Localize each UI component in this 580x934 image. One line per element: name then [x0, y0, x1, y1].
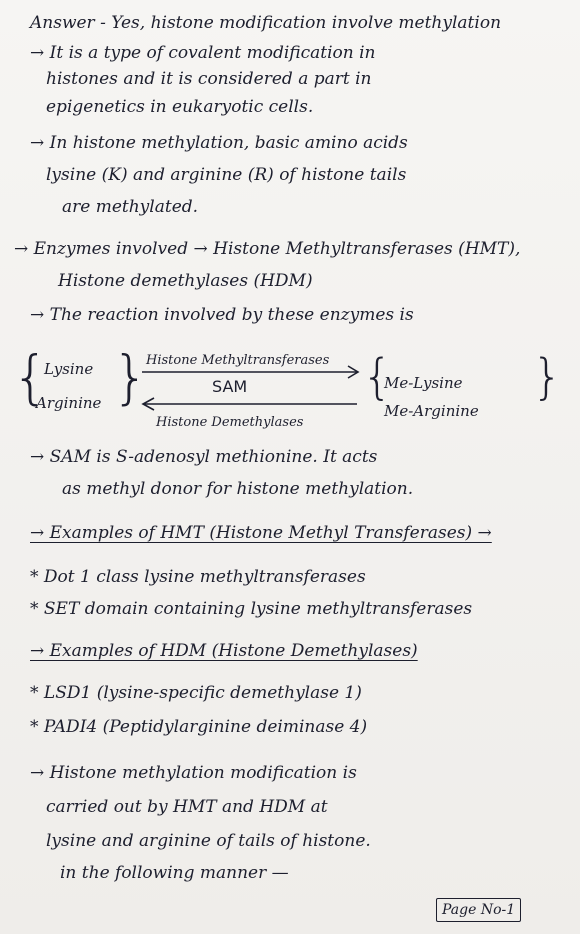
text-line: → It is a type of covalent modification in: [30, 43, 376, 63]
reverse-enzyme-label: Histone Demethylases: [156, 415, 304, 430]
list-item: * LSD1 (lysine-specific demethylase 1): [30, 683, 362, 703]
product-me-arginine: Me-Arginine: [384, 402, 479, 420]
text-line: → The reaction involved by these enzymes is: [30, 305, 414, 325]
left-brace-icon: {: [12, 343, 49, 411]
left-brace-icon: {: [362, 349, 393, 405]
text-line: as methyl donor for histone methylation.: [62, 479, 414, 499]
text-line: Answer - Yes, histone modification involve methylation: [30, 13, 502, 33]
page-number-badge: Page No-1: [436, 898, 521, 922]
text-line: → In histone methylation, basic amino acids: [30, 133, 408, 153]
reactant-lysine: Lysine: [44, 360, 94, 378]
list-item: * Dot 1 class lysine methyltransferases: [30, 567, 366, 587]
text-line: are methylated.: [62, 197, 199, 217]
text-line: → SAM is S-adenosyl methionine. It acts: [30, 447, 378, 467]
list-item: * PADI4 (Peptidylarginine deiminase 4): [30, 717, 368, 737]
list-item: * SET domain containing lysine methyltransferases: [30, 599, 473, 619]
cofactor-label: SAM: [212, 377, 248, 396]
text-line: → Histone methylation modification is: [30, 763, 357, 783]
hdm-examples-heading: → Examples of HDM (Histone Demethylases): [30, 641, 418, 661]
enzymes-line: → Enzymes involved → Histone Methyltransferases (HMT),: [14, 239, 521, 259]
text-line: lysine (K) and arginine (R) of histone tails: [46, 165, 407, 185]
text-line: carried out by HMT and HDM at: [46, 797, 328, 817]
text-line: histones and it is considered a part in: [46, 69, 372, 89]
product-me-lysine: Me-Lysine: [384, 374, 463, 392]
text-line: Histone demethylases (HDM): [58, 271, 313, 291]
hmt-examples-heading: → Examples of HMT (Histone Methyl Transferases) →: [30, 523, 492, 543]
reaction-arrows-icon: [132, 360, 372, 420]
text-line: lysine and arginine of tails of histone.: [46, 831, 371, 851]
answer-line: [30, 12, 501, 34]
text-line: in the following manner —: [60, 863, 289, 883]
right-brace-icon: }: [112, 343, 149, 411]
forward-enzyme-label: Histone Methyltransferases: [146, 353, 330, 368]
text-line: epigenetics in eukaryotic cells.: [46, 97, 314, 117]
reactant-arginine: Arginine: [36, 394, 102, 412]
right-brace-icon: }: [532, 349, 563, 405]
